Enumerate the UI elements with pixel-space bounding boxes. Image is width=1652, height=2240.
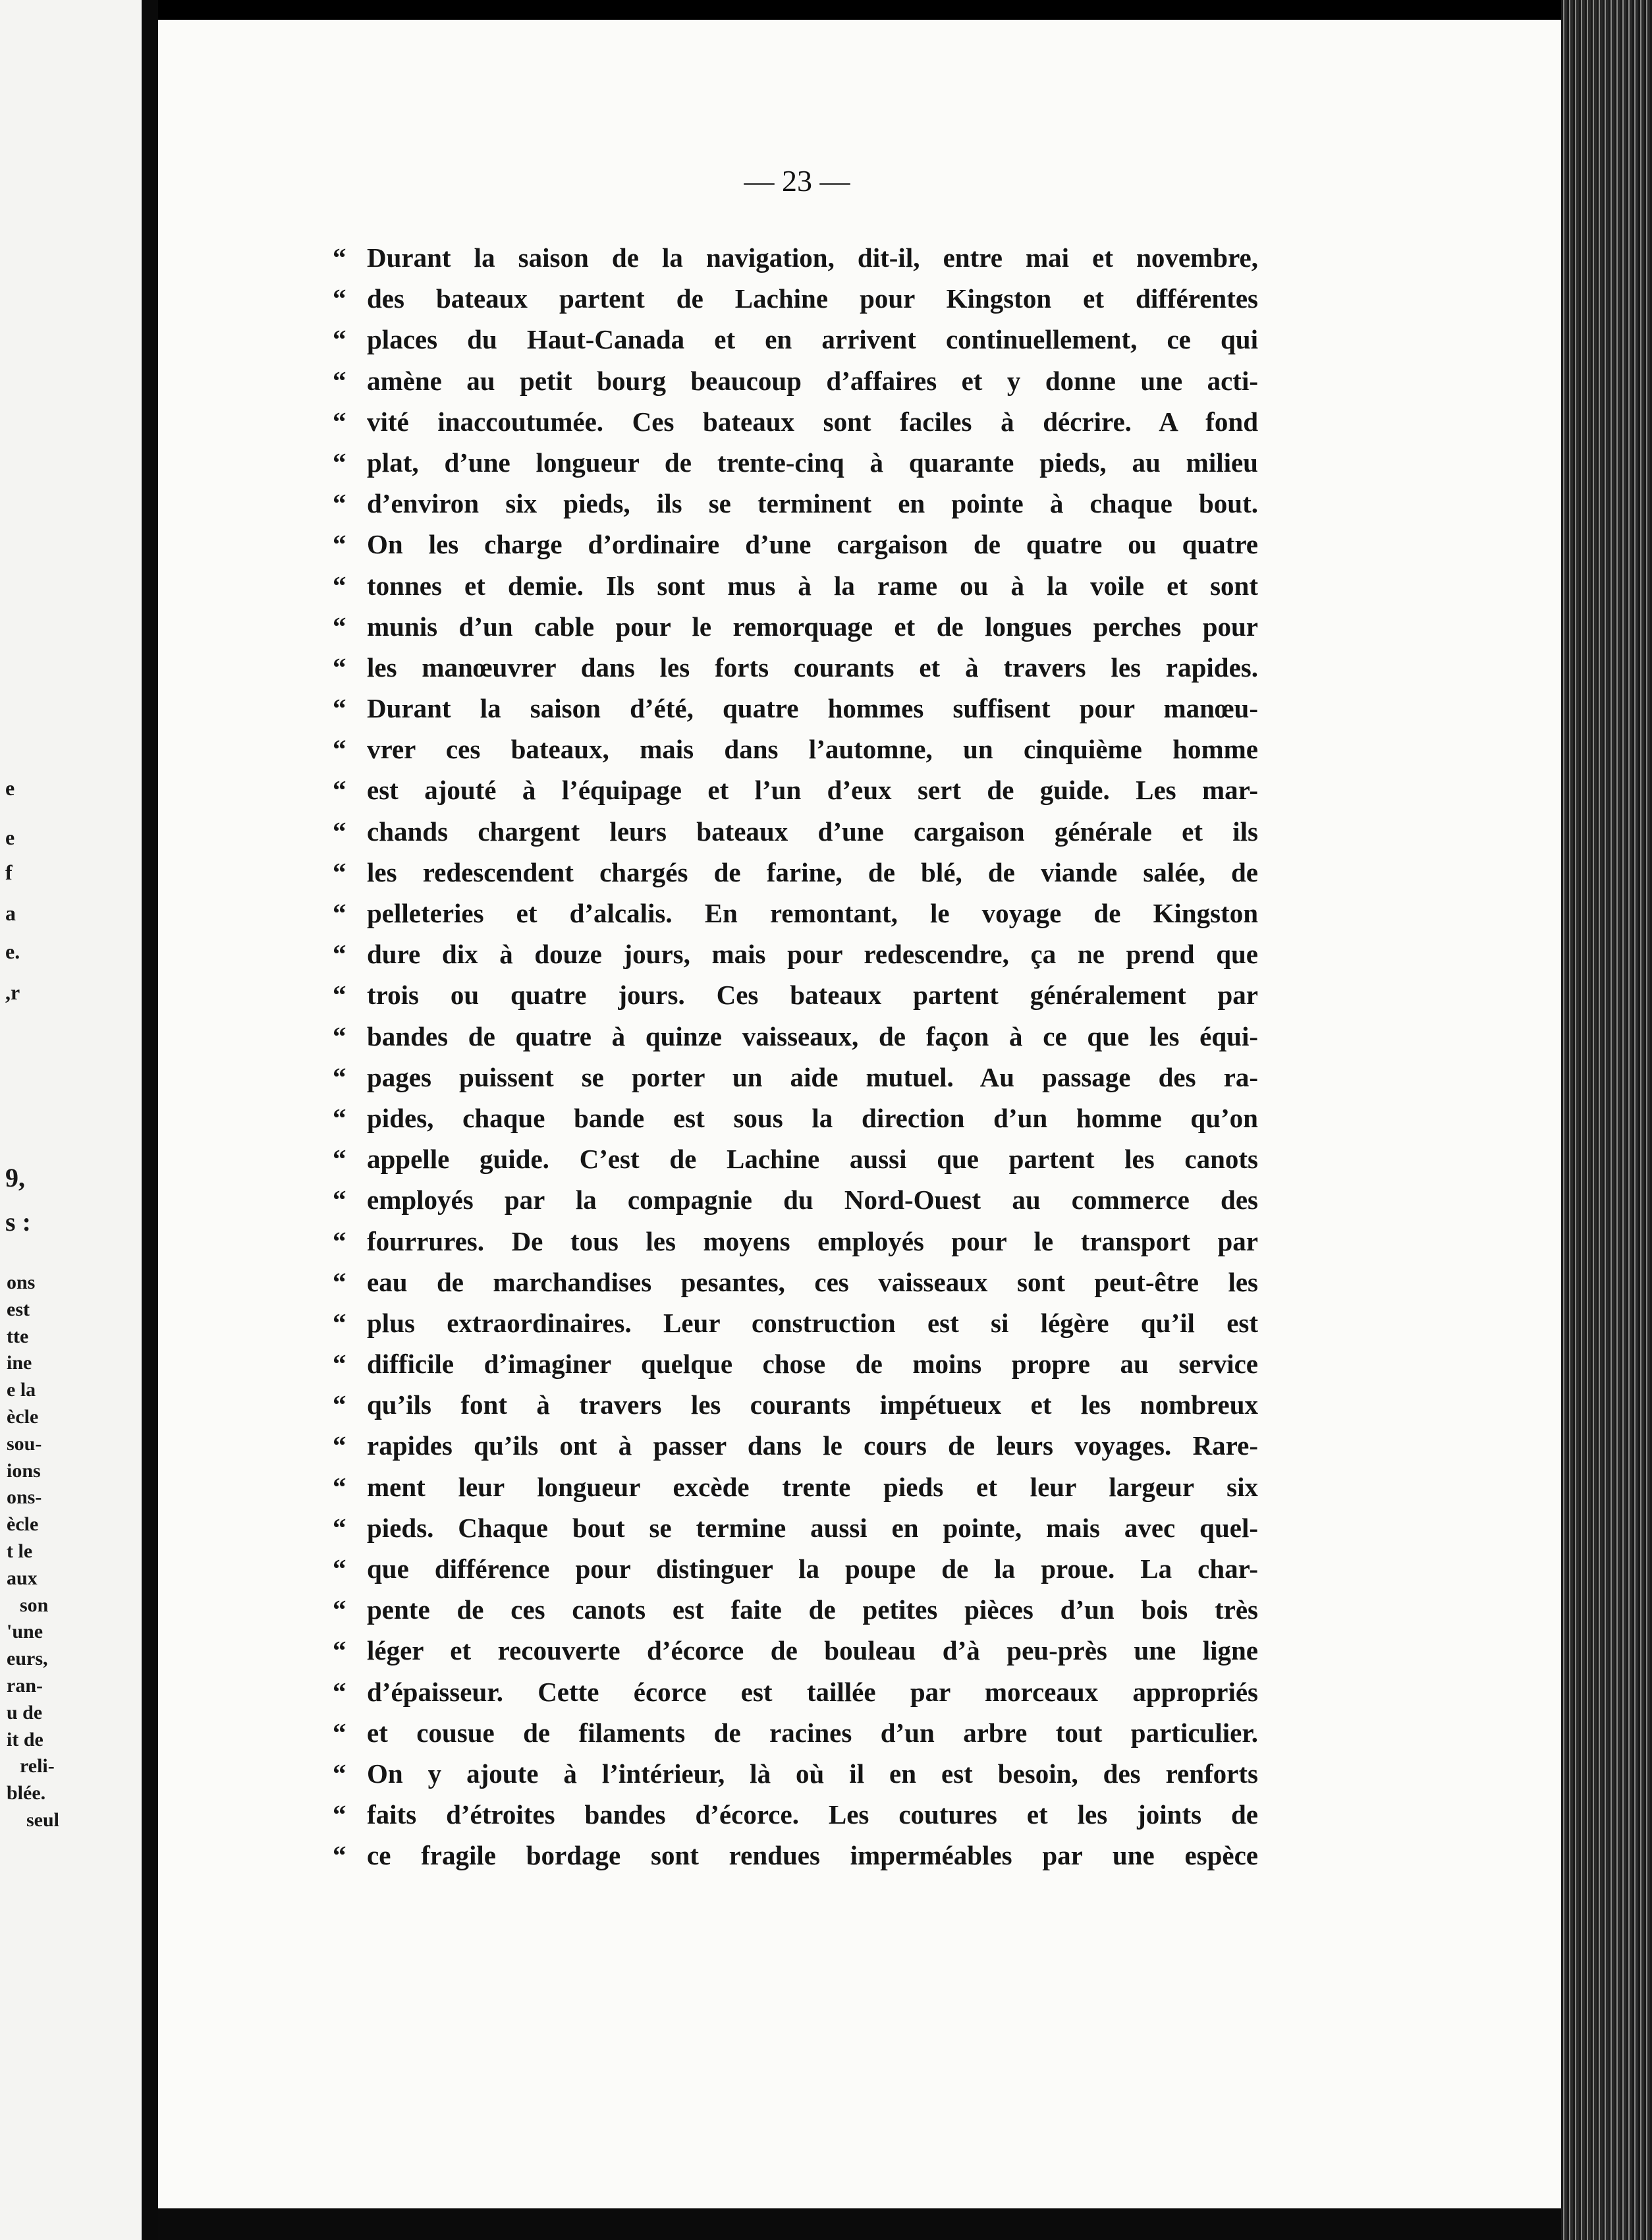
- quote-mark: “: [333, 775, 346, 806]
- quote-mark: “: [333, 1512, 346, 1543]
- prev-fragment: ècle: [7, 1405, 39, 1428]
- line-text: d’épaisseur. Cette écorce est taillée par morceaux appropriés: [367, 1676, 1258, 1707]
- text-line: [333, 1302, 1258, 1343]
- line-text: amène au petit bourg beaucoup d’affaires et y donne une acti-: [367, 365, 1258, 396]
- line-text: que différence pour distinguer la poupe de la proue. La char-: [367, 1554, 1258, 1584]
- line-text: et cousue de filaments de racines d’un arbre tout particulier.: [367, 1717, 1258, 1748]
- prev-fragment: ,r: [5, 980, 20, 1004]
- text-line: [333, 770, 1258, 810]
- quote-mark: “: [333, 816, 346, 847]
- text-line: [333, 1098, 1258, 1138]
- line-text: léger et recouverte d’écorce de bouleau d’à peu-près une ligne: [367, 1635, 1258, 1666]
- quote-mark: “: [333, 693, 346, 724]
- line-text: plus extraordinaires. Leur construction est si légère qu’il est: [367, 1307, 1258, 1338]
- text-line: [333, 1671, 1258, 1712]
- line-text: Durant la saison d’été, quatre hommes suffisent pour manœu-: [367, 693, 1258, 724]
- line-text: appelle guide. C’est de Lachine aussi que partent les canots: [367, 1144, 1258, 1175]
- text-line: [333, 1138, 1258, 1179]
- quote-mark: “: [333, 447, 346, 478]
- quote-mark: “: [333, 980, 346, 1011]
- quote-mark: “: [333, 1061, 346, 1092]
- text-line: [333, 1016, 1258, 1057]
- prev-fragment: e: [5, 826, 15, 849]
- text-line: [333, 934, 1258, 974]
- text-line: [333, 647, 1258, 688]
- prev-fragment: ions: [7, 1459, 41, 1482]
- text-line: [333, 729, 1258, 770]
- text-line: [333, 1507, 1258, 1548]
- line-text: faits d’étroites bandes d’écorce. Les coutures et les joints de: [367, 1799, 1258, 1830]
- quote-mark: “: [333, 1349, 346, 1380]
- line-text: plat, d’une longueur de trente-cinq à quarante pieds, au milieu: [367, 447, 1258, 478]
- line-text: rapides qu’ils ont à passer dans le cours de leurs voyages. Rare-: [367, 1430, 1258, 1461]
- line-text: pelleteries et d’alcalis. En remontant, le voyage de Kingston: [367, 898, 1258, 928]
- line-text: dure dix à douze jours, mais pour redescendre, ça ne prend que: [367, 939, 1258, 970]
- line-text: ce fragile bordage sont rendues imperméables par une espèce: [367, 1840, 1258, 1871]
- quote-mark: “: [333, 856, 346, 887]
- quote-mark: “: [333, 939, 346, 970]
- prev-fragment: ons: [7, 1272, 36, 1293]
- quote-mark: “: [333, 1840, 346, 1871]
- line-text: vité inaccoutumée. Ces bateaux sont faciles à décrire. A fond: [367, 406, 1258, 437]
- quote-mark: “: [333, 1676, 346, 1707]
- quote-mark: “: [333, 734, 346, 765]
- quote-mark: “: [333, 1266, 346, 1297]
- prev-fragment: sou-: [7, 1432, 42, 1455]
- prev-fragment: son: [20, 1594, 49, 1616]
- quote-mark: “: [333, 1430, 346, 1461]
- line-text: bandes de quatre à quinze vaisseaux, de façon à ce que les équi-: [367, 1021, 1258, 1051]
- prev-fragment: 9,: [5, 1163, 25, 1192]
- prev-fragment: e la: [7, 1379, 36, 1401]
- line-text: On y ajoute à l’intérieur, là où il en est besoin, des renforts: [367, 1758, 1258, 1789]
- text-line: [333, 442, 1258, 483]
- text-line: [333, 1835, 1258, 1876]
- page-edges: [1561, 0, 1652, 2240]
- quote-mark: “: [333, 365, 346, 396]
- line-text: est ajouté à l’équipage et l’un d’eux sert de guide. Les mar-: [367, 775, 1258, 806]
- text-line: [333, 1794, 1258, 1835]
- text-line: [333, 811, 1258, 852]
- text-line: [333, 524, 1258, 565]
- prev-fragment: est: [7, 1298, 30, 1320]
- line-text: pages puissent se porter un aide mutuel. Au passage des ra-: [367, 1061, 1258, 1092]
- prev-fragment: ècle: [7, 1513, 39, 1536]
- line-text: les manœuvrer dans les forts courants et à travers les rapides.: [367, 652, 1258, 683]
- quote-mark: “: [333, 1554, 346, 1584]
- quote-mark: “: [333, 1225, 346, 1256]
- line-text: des bateaux partent de Lachine pour Kingston et différentes: [367, 283, 1258, 314]
- prev-fragment: a: [5, 901, 16, 925]
- quote-mark: “: [333, 1799, 346, 1830]
- quote-mark: “: [333, 242, 346, 273]
- quote-mark: “: [333, 1635, 346, 1666]
- line-text: On les charge d’ordinaire d’une cargaison de quatre ou quatre: [367, 529, 1258, 560]
- text-line: [333, 319, 1258, 360]
- quote-mark: “: [333, 1389, 346, 1420]
- quote-mark: “: [333, 1144, 346, 1175]
- prev-fragment: it de: [7, 1728, 43, 1750]
- prev-column-fragments: [0, 1272, 59, 1836]
- text-line: [333, 688, 1258, 729]
- line-text: trois ou quatre jours. Ces bateaux partent généralement par: [367, 980, 1258, 1011]
- prev-fragment: 'une: [7, 1621, 43, 1643]
- quote-mark: “: [333, 898, 346, 928]
- quote-mark: “: [333, 1021, 346, 1051]
- body-text: [333, 237, 1258, 1876]
- page-number: — 23 —: [744, 164, 850, 198]
- text-line: [333, 1630, 1258, 1671]
- line-text: tonnes et demie. Ils sont mus à la rame ou à la voile et sont: [367, 570, 1258, 601]
- quote-mark: “: [333, 1594, 346, 1625]
- prev-fragment: tte: [7, 1325, 29, 1347]
- line-text: qu’ils font à travers les courants impétueux et les nombreux: [367, 1389, 1258, 1420]
- line-text: chands chargent leurs bateaux d’une cargaison générale et ils: [367, 816, 1258, 847]
- line-text: les redescendent chargés de farine, de blé, de viande salée, de: [367, 856, 1258, 887]
- text-line: [333, 1467, 1258, 1507]
- prev-fragment: f: [5, 860, 13, 884]
- prev-fragment: t le: [7, 1540, 33, 1562]
- text-line: [333, 401, 1258, 442]
- quote-mark: “: [333, 529, 346, 560]
- text-line: [333, 360, 1258, 401]
- quote-mark: “: [333, 570, 346, 601]
- prev-fragment: ons-: [7, 1486, 42, 1509]
- line-text: places du Haut-Canada et en arrivent continuellement, ce qui: [367, 324, 1258, 355]
- text-line: [333, 1589, 1258, 1630]
- previous-page-text: [0, 0, 142, 2240]
- prev-fragment: aux: [7, 1567, 38, 1589]
- quote-mark: “: [333, 1102, 346, 1133]
- prev-fragment: eurs,: [7, 1648, 48, 1670]
- text-line: [333, 237, 1258, 278]
- text-line: [333, 278, 1258, 319]
- prev-fragment: seul: [26, 1808, 60, 1831]
- text-line: [333, 606, 1258, 647]
- line-text: ment leur longueur excède trente pieds et leur largeur six: [367, 1471, 1258, 1502]
- text-line: [333, 1179, 1258, 1220]
- text-line: [333, 1262, 1258, 1302]
- quote-mark: “: [333, 283, 346, 314]
- text-line: [333, 1384, 1258, 1425]
- text-line: [333, 483, 1258, 524]
- quote-mark: “: [333, 1758, 346, 1789]
- quote-mark: “: [333, 488, 346, 519]
- prev-fragment: blée.: [7, 1782, 46, 1805]
- scan-border-bottom: [158, 2208, 1561, 2240]
- quote-mark: “: [333, 324, 346, 355]
- prev-fragment: e: [5, 776, 15, 800]
- text-line: [333, 1753, 1258, 1794]
- line-text: munis d’un cable pour le remorquage et de longues perches pour: [367, 611, 1258, 642]
- quote-mark: “: [333, 611, 346, 642]
- prev-fragment: u de: [7, 1701, 43, 1723]
- prev-fragment: reli-: [20, 1755, 55, 1778]
- text-line: [333, 852, 1258, 893]
- line-text: pente de ces canots est faite de petites pièces d’un bois très: [367, 1594, 1258, 1625]
- line-text: employés par la compagnie du Nord-Ouest au commerce des: [367, 1185, 1258, 1216]
- book-gutter: [142, 0, 158, 2240]
- prev-fragment: e.: [5, 939, 20, 963]
- line-text: fourrures. De tous les moyens employés pour le transport par: [367, 1225, 1258, 1256]
- text-line: [333, 565, 1258, 606]
- line-text: eau de marchandises pesantes, ces vaisseaux sont peut-être les: [367, 1266, 1258, 1297]
- line-text: pides, chaque bande est sous la direction d’un homme qu’on: [367, 1102, 1258, 1133]
- line-text: pieds. Chaque bout se termine aussi en pointe, mais avec quel-: [367, 1512, 1258, 1543]
- text-line: [333, 1425, 1258, 1466]
- text-line: [333, 1712, 1258, 1753]
- line-text: difficile d’imaginer quelque chose de moins propre au service: [367, 1349, 1258, 1380]
- quote-mark: “: [333, 652, 346, 683]
- line-text: vrer ces bateaux, mais dans l’automne, un cinquième homme: [367, 734, 1258, 765]
- line-text: Durant la saison de la navigation, dit-il, entre mai et novembre,: [367, 242, 1258, 273]
- text-line: [333, 1057, 1258, 1098]
- text-line: [333, 1221, 1258, 1262]
- quote-mark: “: [333, 1717, 346, 1748]
- text-line: [333, 1343, 1258, 1384]
- quote-mark: “: [333, 406, 346, 437]
- text-line: [333, 893, 1258, 934]
- text-line: [333, 974, 1258, 1015]
- quote-mark: “: [333, 1307, 346, 1338]
- text-line: [333, 1548, 1258, 1589]
- quote-mark: “: [333, 1471, 346, 1502]
- prev-fragment: ine: [7, 1352, 32, 1374]
- line-text: d’environ six pieds, ils se terminent en pointe à chaque bout.: [367, 488, 1258, 519]
- prev-fragment: ran-: [7, 1674, 43, 1696]
- prev-fragment: s :: [5, 1207, 31, 1237]
- quote-mark: “: [333, 1185, 346, 1216]
